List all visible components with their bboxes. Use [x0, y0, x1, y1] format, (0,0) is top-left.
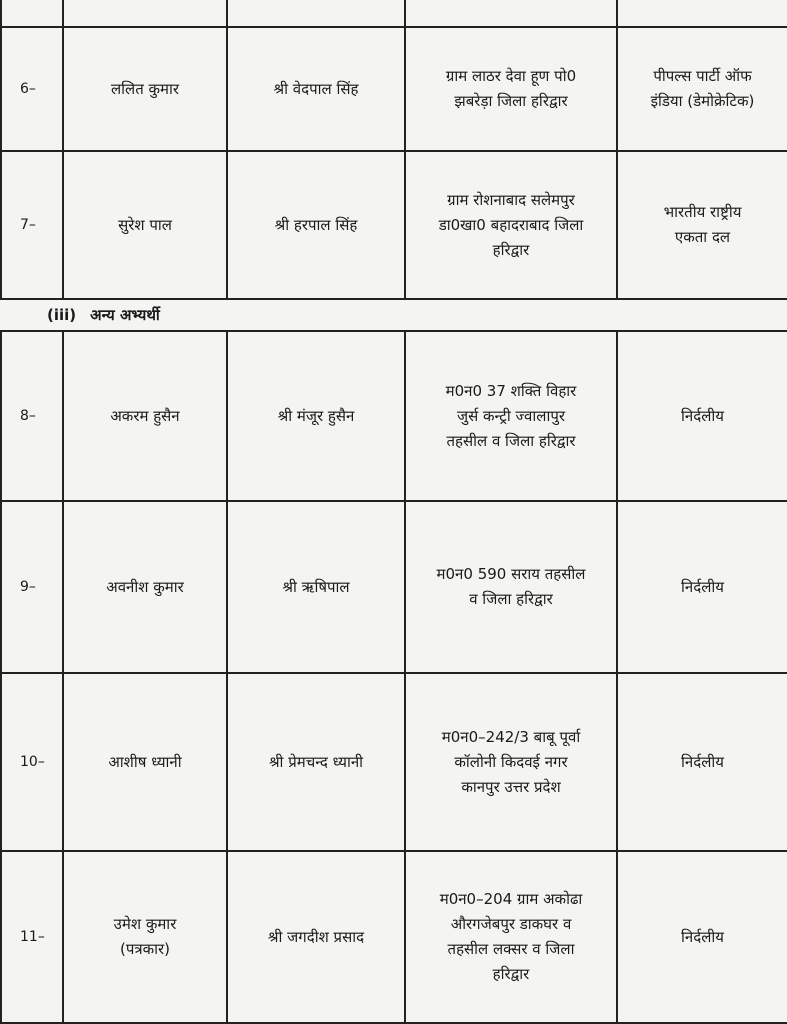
father-name: श्री प्रेमचन्द ध्यानी — [227, 673, 405, 851]
party: निर्दलीय — [617, 501, 787, 673]
party: पीपल्स पार्टी ऑफ इंडिया (डेमोक्रेटिक) — [617, 27, 787, 151]
address: म0न0 37 शक्ति विहार जुर्स कन्ट्री ज्वालापुर तहसील व जिला हरिद्वार — [405, 331, 617, 501]
serial-number: 10– — [1, 673, 63, 851]
father-name: श्री हरपाल सिंह — [227, 151, 405, 299]
serial-number: 11– — [1, 851, 63, 1023]
party: निर्दलीय — [617, 673, 787, 851]
address: ग्राम लाठर देवा हूण पो0 झबरेड़ा जिला हरिद्वार — [405, 27, 617, 151]
address: म0न0 590 सराय तहसील व जिला हरिद्वार — [405, 501, 617, 673]
address: म0न0–242/3 बाबू पूर्वा कॉलोनी किदवई नगर कानपुर उत्तर प्रदेश — [405, 673, 617, 851]
address: म0न0–204 ग्राम अकोढा औरगजेबपुर डाकघर व तहसील लक्सर व जिला हरिद्वार — [405, 851, 617, 1023]
party: निर्दलीय — [617, 851, 787, 1023]
section-heading — [1, 299, 787, 331]
candidate-name: अवनीश कुमार — [63, 501, 227, 673]
party: भारतीय राष्ट्रीय एकता दल — [617, 151, 787, 299]
father-name: श्री जगदीश प्रसाद — [227, 851, 405, 1023]
address: ग्राम रोशनाबाद सलेमपुर डा0खा0 बहादराबाद जिला हरिद्वार — [405, 151, 617, 299]
table-row — [1, 27, 787, 151]
serial-number: 7– — [1, 151, 63, 299]
serial-number: 6– — [1, 27, 63, 151]
candidate-name: सुरेश पाल — [63, 151, 227, 299]
father-name: श्री मंजूर हुसैन — [227, 331, 405, 501]
table-row — [1, 151, 787, 299]
candidate-name: उमेश कुमार (पत्रकार) — [63, 851, 227, 1023]
candidate-name: अकरम हुसैन — [63, 331, 227, 501]
father-name: श्री वेदपाल सिंह — [227, 27, 405, 151]
table-row — [1, 331, 787, 501]
candidate-name: आशीष ध्यानी — [63, 673, 227, 851]
serial-number: 9– — [1, 501, 63, 673]
serial-number: 8– — [1, 331, 63, 501]
section-number: (iii) — [47, 305, 77, 324]
table-header-remnant-row — [1, 0, 787, 27]
candidate-name: ललित कुमार — [63, 27, 227, 151]
section-label: अन्य अभ्यर्थी — [90, 305, 160, 324]
father-name: श्री ऋषिपाल — [227, 501, 405, 673]
table-row — [1, 673, 787, 851]
table-row — [1, 501, 787, 673]
party: निर्दलीय — [617, 331, 787, 501]
table-row — [1, 851, 787, 1023]
section-heading-row — [1, 299, 787, 331]
